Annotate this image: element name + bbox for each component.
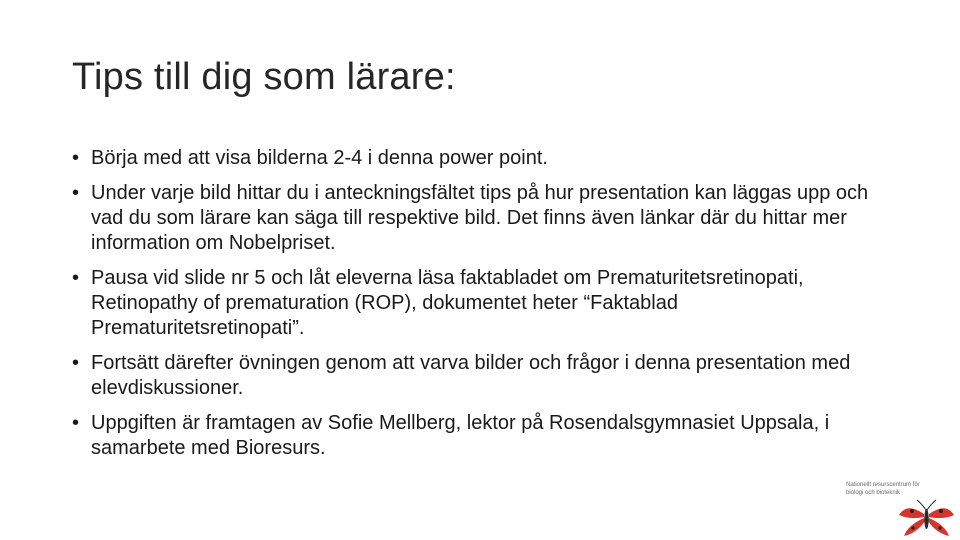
- logo-text-line2: biologi och bioteknik: [846, 490, 901, 496]
- slide-title: Tips till dig som lärare:: [72, 56, 456, 98]
- moth-icon: [890, 498, 960, 540]
- logo-text-line1: Nationellt resurscentrum för: [846, 482, 920, 488]
- bullet-item: • Under varje bild hittar du i anteckningsfältet tips på hur presentation kan läggas upp och vad du som lärare kan säga till respektive bild. Det finns även länkar där du hittar mer information om Nobelpriset.: [72, 181, 882, 256]
- bioresurs-logo: [840, 480, 960, 540]
- bullet-list: [72, 146, 882, 471]
- bullet-item: • Börja med att visa bilderna 2-4 i denna power point.: [72, 146, 882, 171]
- bullet-item: • Pausa vid slide nr 5 och låt eleverna läsa faktabladet om Prematuritetsretinopati, Retinopathy of prematuration (ROP), dokumentet heter “Faktablad Prematuritetsretinopati”.: [72, 266, 882, 341]
- bullet-item: • Fortsätt därefter övningen genom att varva bilder och frågor i denna presentation med elevdiskussioner.: [72, 351, 882, 401]
- bullet-item: • Uppgiften är framtagen av Sofie Mellberg, lektor på Rosendalsgymnasiet Uppsala, i samarbete med Bioresurs.: [72, 411, 882, 461]
- logo-text: [846, 481, 920, 497]
